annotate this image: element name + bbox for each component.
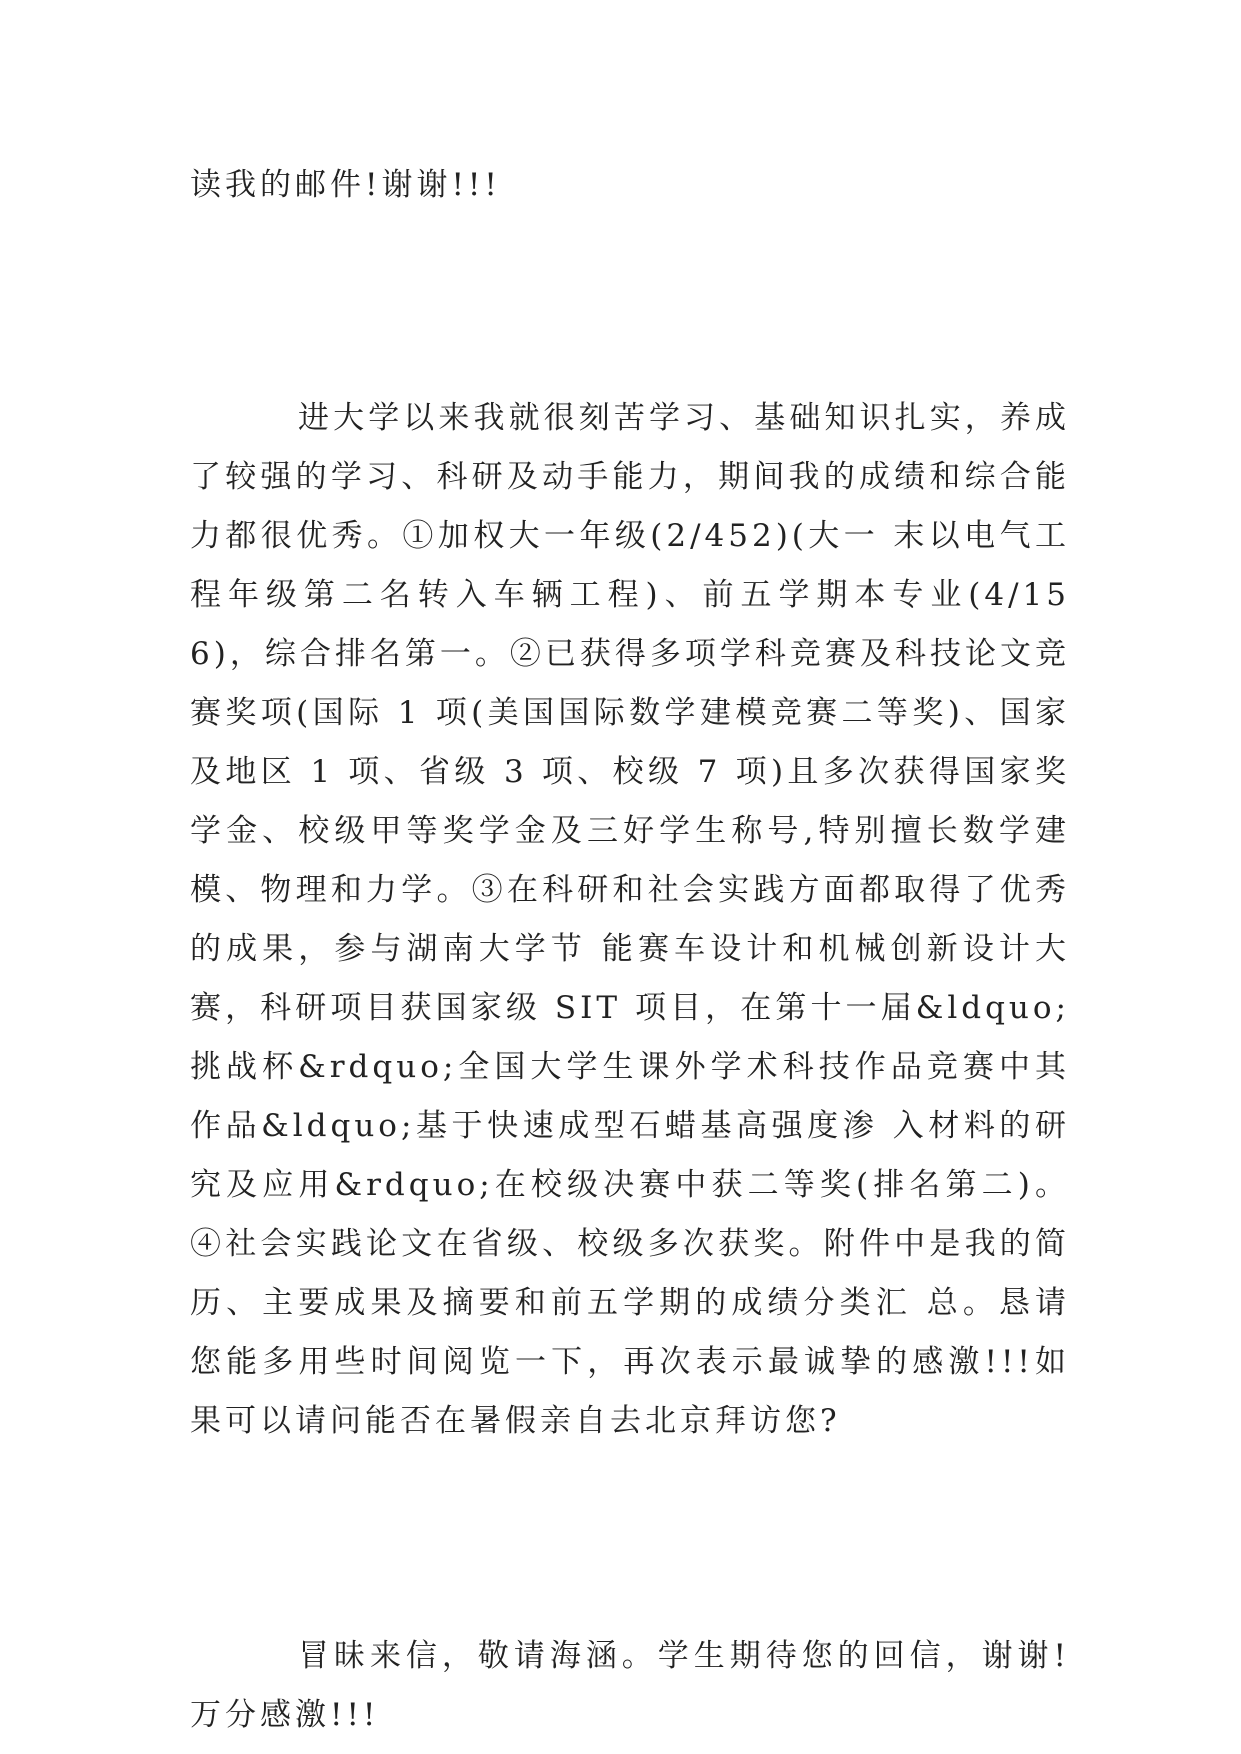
closing-paragraph: 冒昧来信，敬请海涵。学生期待您的回信，谢谢!万分感激!!!: [190, 1638, 1070, 1733]
main-paragraph: 进大学以来我就很刻苦学习、基础知识扎实，养成了较强的学习、科研及动手能力，期间我的成绩和综合能力都很优秀。①加权大一年级(2/452)(大一 末以电气工程年级第二名转入车辆工程)、前五学期本专业(4/156)，综合排名第一。②已获得多项学科竞赛及科技论文竞赛奖项(国际 1 项(美国国际数学建模竞赛二等奖)、国家及地区 1 项、省级 3 项、校级 7 项)且多次获得国家奖学金、校级甲等奖学金及三好学生称号,特别擅长数学建模、物理和力学。③在科研和社会实践方面都取得了优秀的成果，参与湖南大学节 能赛车设计和机械创新设计大赛，科研项目获国家级 SIT 项目，在第十一届&ldquo;挑战杯&rdquo;全国大学生课外学术科技作品竞赛中其作品&ldquo;基于快速成型石蜡基高强度渗 入材料的研究及应用&rdquo;在校级决赛中获二等奖(排名第二)。④社会实践论文在省级、校级多次获奖。附件中是我的简历、主要成果及摘要和前五学期的成绩分类汇 总。恳请您能多用些时间阅览一下，再次表示最诚挚的感激!!!如果可以请问能否在暑假亲自去北京拜访您?: [190, 400, 1070, 1439]
continuation-line: 读我的邮件!谢谢!!!: [190, 167, 501, 203]
document-body: [190, 156, 1070, 1745]
